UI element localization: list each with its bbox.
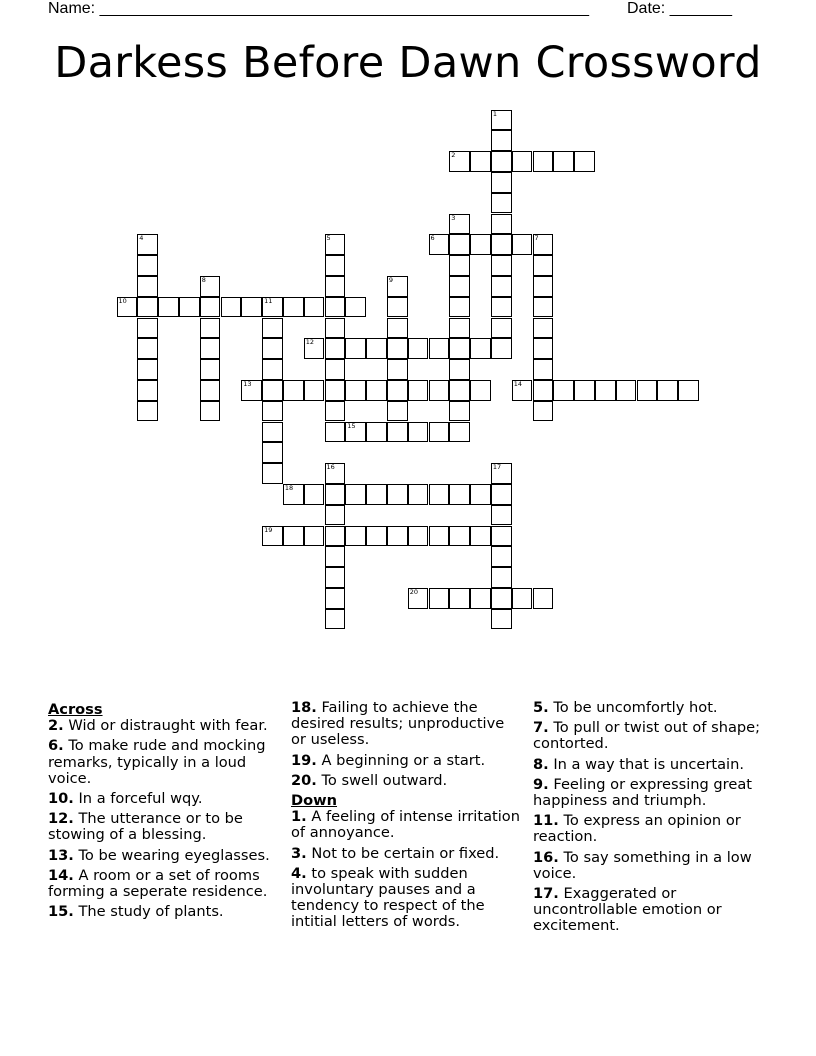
crossword-cell[interactable]	[366, 422, 387, 443]
clue-number: 12	[305, 338, 314, 347]
crossword-cell[interactable]	[470, 234, 491, 255]
crossword-cell[interactable]	[491, 276, 512, 297]
crossword-cell[interactable]	[387, 276, 408, 297]
crossword-cell[interactable]	[325, 276, 346, 297]
clue-down-11: 11. To express an opinion or reaction.	[533, 812, 741, 846]
crossword-cell[interactable]	[491, 463, 512, 484]
crossword-cell[interactable]	[470, 588, 491, 609]
clue-across-20: 20. To swell outward.	[291, 771, 448, 789]
crossword-cell[interactable]	[595, 380, 616, 401]
clue-number: 9	[388, 275, 394, 284]
crossword-cell[interactable]	[533, 297, 554, 318]
crossword-cell[interactable]	[470, 484, 491, 505]
crossword-cell[interactable]	[304, 297, 325, 318]
crossword-cell[interactable]	[137, 338, 158, 359]
crossword-cell[interactable]	[533, 588, 554, 609]
crossword-cell[interactable]	[137, 255, 158, 276]
crossword-cell[interactable]	[491, 609, 512, 630]
crossword-cell[interactable]	[470, 526, 491, 547]
crossword-cell[interactable]	[449, 359, 470, 380]
clue-down-3: 3. Not to be certain or fixed.	[291, 844, 500, 862]
crossword-cell[interactable]	[137, 401, 158, 422]
clue-down-5: 5. To be uncomfortly hot.	[533, 699, 718, 716]
crossword-cell[interactable]	[387, 526, 408, 547]
crossword-cell[interactable]	[449, 338, 470, 359]
crossword-cell[interactable]	[408, 484, 429, 505]
crossword-cell[interactable]	[429, 234, 450, 255]
crossword-cell[interactable]	[616, 380, 637, 401]
crossword-cell[interactable]	[553, 151, 574, 172]
crossword-cell[interactable]	[325, 234, 346, 255]
clue-across-14: 14. A room or a set of rooms forming a seperate residence.	[48, 866, 268, 901]
crossword-cell[interactable]	[200, 297, 221, 318]
crossword-cell[interactable]	[158, 297, 179, 318]
clue-down-9: 9. Feeling or expressing great happiness and triumph.	[533, 775, 753, 810]
clue-number: 17	[492, 463, 502, 472]
clue-number: 10	[118, 296, 127, 305]
crossword-cell[interactable]	[429, 380, 450, 401]
crossword-cell[interactable]	[491, 214, 512, 235]
crossword-cell[interactable]	[262, 338, 283, 359]
crossword-cell[interactable]	[283, 380, 304, 401]
clue-number: 11	[264, 296, 273, 305]
crossword-cell[interactable]	[304, 484, 325, 505]
clues-column-3	[533, 700, 768, 939]
crossword-cell[interactable]	[533, 234, 554, 255]
crossword-cell[interactable]	[449, 234, 470, 255]
crossword-cell[interactable]	[262, 463, 283, 484]
clue-down-7: 7. To pull or twist out of shape; contorted.	[533, 719, 761, 753]
crossword-cell[interactable]	[304, 526, 325, 547]
crossword-cell[interactable]	[533, 276, 554, 297]
crossword-cell[interactable]	[262, 318, 283, 339]
crossword-cell[interactable]	[325, 526, 346, 547]
crossword-cell[interactable]	[283, 297, 304, 318]
crossword-cell[interactable]	[574, 380, 595, 401]
crossword-cell[interactable]	[137, 318, 158, 339]
crossword-cell[interactable]	[491, 193, 512, 214]
crossword-cell[interactable]	[533, 401, 554, 422]
crossword-cell[interactable]	[200, 276, 221, 297]
crossword-cell[interactable]	[325, 505, 346, 526]
crossword-cell[interactable]	[533, 380, 554, 401]
clue-down-17: 17. Exaggerated or uncontrollable emotion or excitement.	[533, 885, 722, 935]
down-heading: Down	[291, 792, 338, 810]
crossword-cell[interactable]	[491, 130, 512, 151]
crossword-cell[interactable]	[408, 588, 429, 609]
crossword-cell[interactable]	[283, 484, 304, 505]
crossword-cell[interactable]	[449, 588, 470, 609]
page-title: Darkess Before Dawn Crossword	[54, 38, 762, 88]
crossword-cell[interactable]	[491, 546, 512, 567]
crossword-cell[interactable]	[325, 297, 346, 318]
crossword-cell[interactable]	[408, 422, 429, 443]
crossword-cell[interactable]	[325, 255, 346, 276]
crossword-cell[interactable]	[345, 380, 366, 401]
crossword-cell[interactable]	[533, 338, 554, 359]
clue-number: 20	[409, 587, 418, 596]
crossword-cell[interactable]	[325, 380, 346, 401]
crossword-cell[interactable]	[241, 297, 262, 318]
crossword-cell[interactable]	[325, 318, 346, 339]
clue-number: 18	[284, 483, 294, 492]
crossword-cell[interactable]	[325, 463, 346, 484]
crossword-cell[interactable]	[449, 214, 470, 235]
crossword-cell[interactable]	[491, 526, 512, 547]
crossword-cell[interactable]	[449, 318, 470, 339]
crossword-cell[interactable]	[325, 588, 346, 609]
clue-down-1: 1. A feeling of intense irritation of annoyance.	[291, 808, 520, 842]
crossword-cell[interactable]	[491, 110, 512, 131]
crossword-cell[interactable]	[574, 151, 595, 172]
clue-number: 7	[534, 234, 539, 243]
crossword-cell[interactable]	[491, 484, 512, 505]
crossword-cell[interactable]	[470, 380, 491, 401]
crossword-cell[interactable]	[449, 484, 470, 505]
crossword-cell[interactable]	[262, 442, 283, 463]
crossword-cell[interactable]	[345, 297, 366, 318]
crossword-cell[interactable]	[429, 338, 450, 359]
crossword-cell[interactable]	[200, 318, 221, 339]
clue-number: 13	[243, 379, 252, 388]
crossword-cell[interactable]	[408, 380, 429, 401]
crossword-cell[interactable]	[325, 567, 346, 588]
clue-across-13: 13. To be wearing eyeglasses.	[48, 846, 270, 864]
crossword-cell[interactable]	[304, 338, 325, 359]
clue-down-16: 16. To say something in a low voice.	[533, 848, 752, 882]
crossword-cell[interactable]	[387, 484, 408, 505]
crossword-cell[interactable]	[491, 318, 512, 339]
crossword-cell[interactable]	[512, 588, 533, 609]
crossword-cell[interactable]	[449, 276, 470, 297]
crossword-cell[interactable]	[387, 297, 408, 318]
clue-across-10: 10. In a forceful wqy.	[48, 790, 203, 808]
crossword-cell[interactable]	[137, 359, 158, 380]
crossword-cell[interactable]	[325, 484, 346, 505]
across-heading: Across	[48, 701, 103, 718]
clue-number: 15	[347, 421, 356, 430]
clue-number: 6	[430, 234, 435, 243]
crossword-cell[interactable]	[387, 359, 408, 380]
crossword-cell[interactable]	[678, 380, 699, 401]
clue-number: 8	[201, 275, 206, 284]
crossword-cell[interactable]	[366, 338, 387, 359]
crossword-cell[interactable]	[137, 234, 158, 255]
clue-across-12: 12. The utterance or to be stowing of a blessing.	[48, 810, 243, 844]
crossword-cell[interactable]	[200, 380, 221, 401]
crossword-cell[interactable]	[429, 422, 450, 443]
crossword-cell[interactable]	[553, 380, 574, 401]
crossword-cell[interactable]	[512, 234, 533, 255]
clue-across-19: 19. A beginning or a start.	[291, 751, 486, 769]
crossword-cell[interactable]	[470, 151, 491, 172]
crossword-cell[interactable]	[366, 484, 387, 505]
crossword-cell[interactable]	[491, 151, 512, 172]
crossword-cell[interactable]	[387, 318, 408, 339]
crossword-cell[interactable]	[470, 338, 491, 359]
name-field-label: Name: _______________________________________________________	[48, 0, 589, 17]
crossword-cell[interactable]	[429, 484, 450, 505]
crossword-cell[interactable]	[262, 401, 283, 422]
crossword-cell[interactable]	[533, 359, 554, 380]
crossword-cell[interactable]	[408, 338, 429, 359]
crossword-cell[interactable]	[283, 526, 304, 547]
crossword-cell[interactable]	[449, 526, 470, 547]
clue-across-15: 15. The study of plants.	[48, 903, 224, 921]
crossword-cell[interactable]	[345, 338, 366, 359]
crossword-cell[interactable]	[262, 297, 283, 318]
clue-down-8: 8. In a way that is uncertain.	[533, 755, 744, 773]
date-field-label: Date: _______	[627, 0, 732, 17]
clue-number: 16	[326, 463, 335, 472]
crossword-cell[interactable]	[387, 422, 408, 443]
crossword-cell[interactable]	[449, 255, 470, 276]
crossword-cell[interactable]	[449, 401, 470, 422]
crossword-cell[interactable]	[533, 151, 554, 172]
crossword-cell[interactable]	[491, 297, 512, 318]
crossword-cell[interactable]	[262, 422, 283, 443]
crossword-cell[interactable]	[429, 526, 450, 547]
crossword-cell[interactable]	[387, 380, 408, 401]
clue-number: 2	[451, 151, 456, 160]
crossword-cell[interactable]	[200, 401, 221, 422]
crossword-cell[interactable]	[449, 297, 470, 318]
clue-down-4: 4. to speak with sudden involuntary pauses and a tendency to respect of the intitial letters of words.	[291, 864, 485, 931]
crossword-cell[interactable]	[241, 380, 262, 401]
crossword-cell[interactable]	[325, 401, 346, 422]
crossword-cell[interactable]	[179, 297, 200, 318]
crossword-cell[interactable]	[366, 526, 387, 547]
crossword-cell[interactable]	[491, 338, 512, 359]
crossword-cell[interactable]	[637, 380, 658, 401]
crossword-cell[interactable]	[325, 546, 346, 567]
clue-number: 14	[513, 379, 522, 388]
crossword-cell[interactable]	[491, 505, 512, 526]
crossword-cell[interactable]	[512, 380, 533, 401]
clue-number: 4	[139, 234, 144, 243]
crossword-cell[interactable]	[221, 297, 242, 318]
crossword-cell[interactable]	[491, 255, 512, 276]
crossword-cell[interactable]	[429, 588, 450, 609]
crossword-cell[interactable]	[137, 276, 158, 297]
crossword-cell[interactable]	[533, 255, 554, 276]
crossword-cell[interactable]	[325, 338, 346, 359]
crossword-cell[interactable]	[137, 297, 158, 318]
crossword-cell[interactable]	[491, 588, 512, 609]
crossword-cell[interactable]	[533, 318, 554, 339]
crossword-cell[interactable]	[200, 338, 221, 359]
crossword-cell[interactable]	[345, 422, 366, 443]
clues-column-1	[48, 700, 278, 924]
crossword-cell[interactable]	[262, 526, 283, 547]
clue-across-2: 2. Wid or distraught with fear.	[48, 717, 268, 735]
crossword-cell[interactable]	[262, 380, 283, 401]
crossword-cell[interactable]	[200, 359, 221, 380]
crossword-cell[interactable]	[262, 359, 283, 380]
crossword-cell[interactable]	[325, 422, 346, 443]
crossword-cell[interactable]	[387, 401, 408, 422]
crossword-cell[interactable]	[137, 380, 158, 401]
clue-number: 3	[451, 213, 456, 222]
crossword-cell[interactable]	[345, 526, 366, 547]
crossword-cell[interactable]	[366, 380, 387, 401]
clue-number: 19	[264, 525, 273, 534]
crossword-cell[interactable]	[491, 567, 512, 588]
crossword-cell[interactable]	[325, 609, 346, 630]
crossword-cell[interactable]	[408, 526, 429, 547]
crossword-cell[interactable]	[304, 380, 325, 401]
clue-across-6: 6. To make rude and mocking remarks, typically in a loud voice.	[48, 737, 266, 787]
crossword-cell[interactable]	[449, 151, 470, 172]
crossword-cell[interactable]	[491, 172, 512, 193]
crossword-cell[interactable]	[491, 234, 512, 255]
crossword-cell[interactable]	[657, 380, 678, 401]
crossword-cell[interactable]	[325, 359, 346, 380]
crossword-cell[interactable]	[117, 297, 138, 318]
crossword-cell[interactable]	[512, 151, 533, 172]
clue-number: 1	[492, 109, 498, 118]
clue-number: 5	[326, 234, 331, 243]
clues-column-2	[291, 700, 521, 935]
crossword-cell[interactable]	[449, 380, 470, 401]
clue-across-18: 18. Failing to achieve the desired results; unproductive or useless.	[291, 699, 505, 749]
crossword-cell[interactable]	[345, 484, 366, 505]
crossword-cell[interactable]	[387, 338, 408, 359]
crossword-cell[interactable]	[449, 422, 470, 443]
